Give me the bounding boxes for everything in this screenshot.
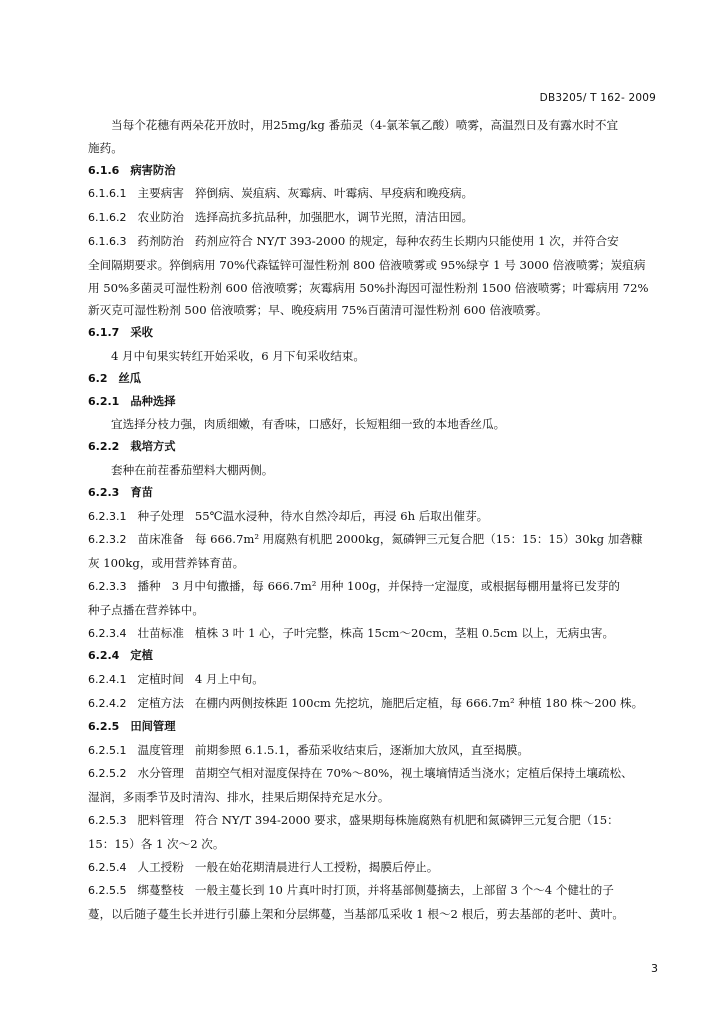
continuation-line — [88, 277, 658, 300]
paragraph-text: 种子点播在营养钵中。 — [88, 602, 204, 617]
clause-text: 药剂应符合 NY/T 393-2000 的规定，每种农药生长期内只能使用 1 次，并符合安 — [194, 233, 619, 248]
continuation-line — [88, 137, 658, 160]
continuation-line — [88, 299, 658, 322]
paragraph-text: 灰 100kg，或用营养钵育苗。 — [88, 556, 245, 571]
clause-line — [88, 230, 658, 254]
continuation-line — [88, 599, 658, 622]
standard-code-header: DB3205/ T 162- 2009 — [539, 92, 656, 104]
clause-line — [88, 528, 658, 552]
paragraph-text: 当每个花穗有两朵花开放时，用25mg/kg 番茄灵（4-氯苯氧乙酸）喷雾，高温烈日及有露水时不宜 — [111, 118, 619, 132]
section-number: 6.2 — [88, 371, 108, 385]
paragraph-text: 4 月中旬果实转红开始采收，6 月下旬采收结束。 — [111, 348, 365, 363]
section-number: 6.2.2 — [88, 440, 120, 454]
paragraph-text: 用 50%多菌灵可湿性粉剂 600 倍液喷雾；灰霉病用 50%扑海因可湿性粉剂 1500 倍液喷雾；叶霉病用 72% — [88, 280, 649, 295]
section-number: 6.1.7 — [88, 326, 120, 340]
clause-text: 4 月上中旬。 — [194, 672, 264, 687]
clause-number: 6.2.3.2 — [88, 533, 127, 547]
clause-number: 6.1.6.3 — [88, 234, 127, 248]
clause-number: 6.2.5.1 — [88, 743, 127, 757]
section-heading — [88, 160, 658, 183]
clause-line — [88, 879, 658, 903]
clause-number: 6.2.5.3 — [88, 813, 127, 827]
clause-text: 植株 3 叶 1 心，子叶完整，株高 15cm～20cm，茎粗 0.5cm 以上，无病虫害。 — [194, 625, 615, 640]
section-heading — [88, 645, 658, 668]
clause-label: 播种 — [137, 578, 161, 593]
clause-line — [88, 809, 658, 833]
section-title: 丝瓜 — [118, 371, 142, 385]
paragraph-text: 施药。 — [88, 140, 123, 155]
clause-label: 定植方法 — [137, 695, 184, 710]
clause-line — [88, 505, 658, 529]
section-title: 病害防治 — [130, 163, 176, 177]
section-title: 品种选择 — [130, 394, 176, 408]
page-number: 3 — [651, 962, 658, 975]
clause-label: 肥料管理 — [137, 812, 184, 827]
clause-text: 每 666.7m² 用腐熟有机肥 2000kg，氮磷钾三元复合肥（15：15：15）30kg 加砻糠 — [194, 532, 643, 547]
clause-line — [88, 206, 658, 230]
clause-number: 6.2.5.4 — [88, 860, 127, 874]
clause-text: 猝倒病、炭疽病、灰霉病、叶霉病、早疫病和晚疫病。 — [194, 186, 474, 201]
paragraph-line — [88, 459, 658, 482]
clause-label: 人工授粉 — [137, 859, 184, 874]
clause-text: 55℃温水浸种，待水自然冷却后，再浸 6h 后取出催芽。 — [194, 508, 489, 523]
section-number: 6.2.3 — [88, 485, 120, 499]
clause-number: 6.2.4.1 — [88, 673, 127, 687]
clause-label: 绑蔓整枝 — [137, 883, 184, 898]
clause-line — [88, 622, 658, 646]
clause-number: 6.2.4.2 — [88, 696, 127, 710]
section-heading — [88, 322, 658, 345]
section-number: 6.2.4 — [88, 649, 120, 663]
section-heading — [88, 391, 658, 414]
clause-line — [88, 762, 658, 786]
clause-text: 苗期空气相对湿度保持在 70%～80%，视土壤墒情适当浇水；定植后保持土壤疏松、 — [194, 766, 633, 781]
section-title: 田间管理 — [130, 719, 176, 733]
clause-number: 6.2.5.5 — [88, 884, 127, 898]
paragraph-line — [88, 345, 658, 368]
clause-label: 定植时间 — [137, 672, 184, 687]
continuation-line — [88, 552, 658, 575]
paragraph-text: 宜选择分枝力强，肉质细嫩，有香味，口感好，长短粗细一致的本地香丝瓜。 — [111, 417, 506, 432]
clause-line — [88, 668, 658, 692]
document-body — [88, 114, 658, 926]
continuation-line — [88, 254, 658, 277]
clause-text: 前期参照 6.1.5.1，番茄采收结束后，逐渐加大放风，直至揭膜。 — [194, 742, 529, 757]
section-number: 6.2.5 — [88, 719, 120, 733]
clause-text: 在棚内两侧按株距 100cm 先挖坑，施肥后定植，每 666.7m² 种植 180 株～200 株。 — [194, 695, 644, 710]
clause-label: 苗床准备 — [137, 532, 184, 547]
section-title: 栽培方式 — [130, 440, 176, 454]
clause-label: 农业防治 — [137, 210, 184, 225]
clause-text: 选择高抗多抗品种，加强肥水，调节光照，清洁田园。 — [194, 210, 474, 225]
clause-label: 壮苗标准 — [137, 625, 184, 640]
clause-label: 水分管理 — [137, 766, 184, 781]
clause-number: 6.2.5.2 — [88, 767, 127, 781]
section-title: 定植 — [130, 649, 153, 663]
clause-text: 3 月中旬撒播，每 666.7m² 用种 100g，并保持一定湿度，或根据每棚用量将已发芽的 — [171, 578, 621, 593]
clause-number: 6.2.3.3 — [88, 579, 127, 593]
paragraph-text: 新灭克可湿性粉剂 500 倍液喷雾；早、晚疫病用 75%百菌清可湿性粉剂 600 倍液喷雾。 — [88, 303, 548, 318]
paragraph-text: 蔓，以后随子蔓生长并进行引藤上架和分层绑蔓，当基部瓜采收 1 根～2 根后，剪去基部的老叶、黄叶。 — [88, 907, 624, 922]
section-title: 采收 — [130, 326, 153, 340]
clause-label: 温度管理 — [137, 742, 184, 757]
paragraph-line — [88, 413, 658, 436]
clause-line — [88, 692, 658, 716]
continuation-line — [88, 903, 658, 926]
continuation-line — [88, 786, 658, 809]
clause-number: 6.2.3.4 — [88, 626, 127, 640]
section-heading — [88, 368, 658, 391]
section-title: 育苗 — [130, 485, 153, 499]
clause-label: 种子处理 — [137, 508, 184, 523]
clause-number: 6.1.6.2 — [88, 211, 127, 225]
clause-line — [88, 182, 658, 206]
clause-text: 一般在始花期清晨进行人工授粉，揭膜后停止。 — [194, 859, 439, 874]
clause-label: 主要病害 — [137, 186, 184, 201]
paragraph-text: 湿润，多雨季节及时清沟、排水，挂果后期保持充足水分。 — [88, 790, 390, 805]
clause-number: 6.1.6.1 — [88, 187, 127, 201]
clause-text: 符合 NY/T 394-2000 要求，盛果期每株施腐熟有机肥和氮磷钾三元复合肥（15： — [194, 812, 619, 827]
continuation-line — [88, 833, 658, 856]
paragraph-text: 套种在前茬番茄塑料大棚两侧。 — [111, 462, 274, 477]
section-number: 6.1.6 — [88, 163, 120, 177]
paragraph-line — [88, 114, 658, 137]
paragraph-text: 15：15）各 1 次～2 次。 — [88, 836, 225, 851]
section-heading — [88, 482, 658, 505]
clause-number: 6.2.3.1 — [88, 509, 127, 523]
paragraph-text: 全间隔期要求。猝倒病用 70%代森锰锌可湿性粉剂 800 倍液喷雾或 95%绿亨 1 号 3000 倍液喷雾；炭疽病 — [88, 257, 646, 272]
section-heading — [88, 436, 658, 459]
clause-line — [88, 856, 658, 880]
section-number: 6.2.1 — [88, 394, 120, 408]
section-heading — [88, 716, 658, 739]
clause-line — [88, 575, 658, 599]
clause-text: 一般主蔓长到 10 片真叶时打顶，并将基部侧蔓摘去，上部留 3 个～4 个健壮的子 — [194, 883, 614, 898]
clause-line — [88, 739, 658, 763]
clause-label: 药剂防治 — [137, 233, 184, 248]
